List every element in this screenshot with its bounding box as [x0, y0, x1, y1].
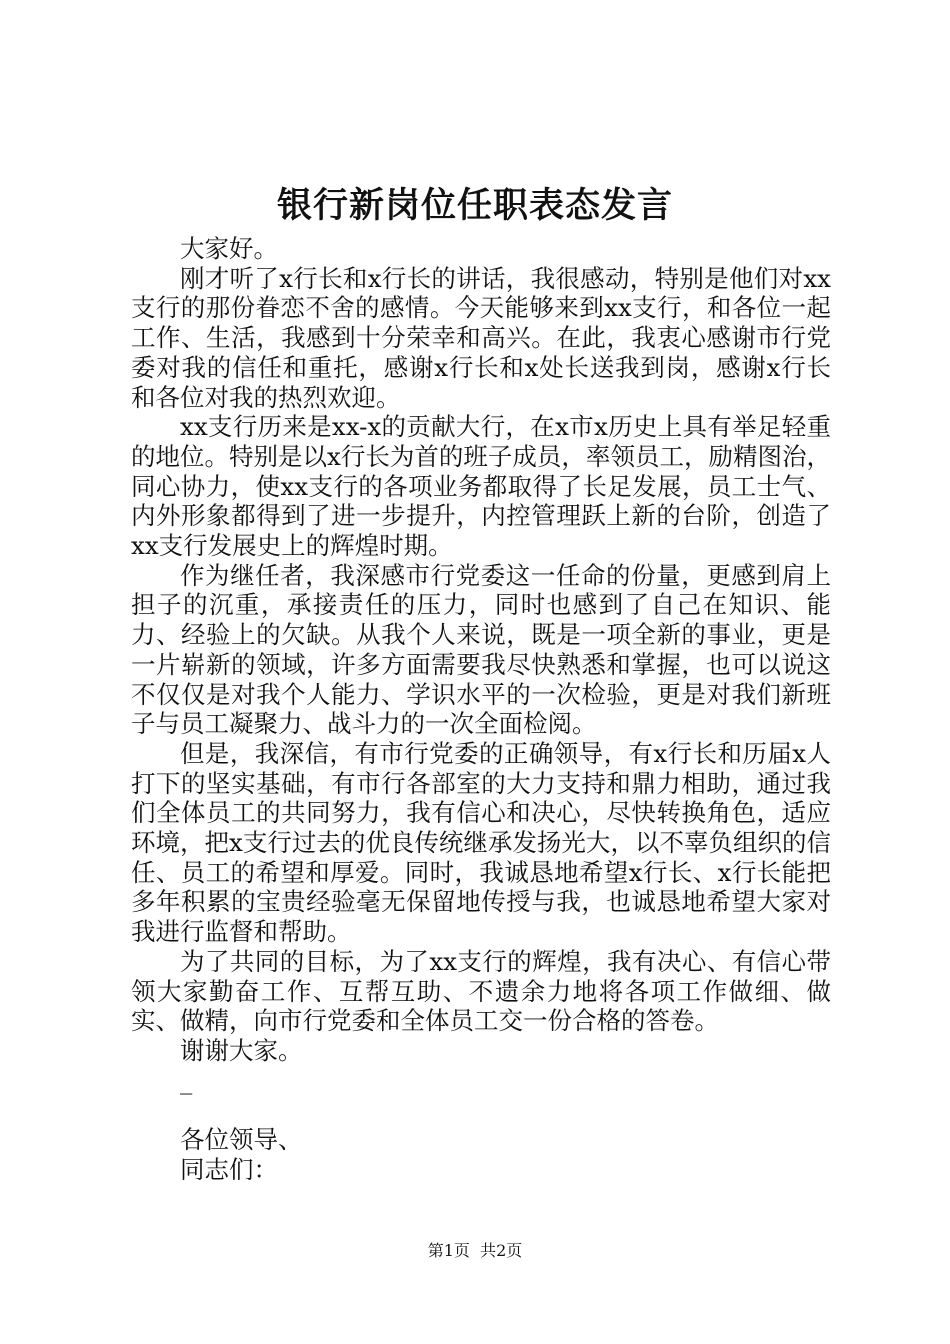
paragraph-1: 刚才听了x行长和x行长的讲话，我很感动，特别是他们对xx支行的那份眷恋不舍的感情。今天能够来到xx支行，和各位一起工作、生活，我感到十分荣幸和高兴。在此，我衷心感谢市行党委对我的信任和重托，感谢x行长和x处长送我到岗，感谢x行长和各位对我的热烈欢迎。: [131, 263, 831, 412]
paragraph-5: 为了共同的目标，为了xx支行的辉煌，我有决心、有信心带领大家勤奋工作、互帮互助、不遗余力地将各项工作做细、做实、做精，向市行党委和全体员工交一份合格的答卷。: [131, 946, 831, 1036]
document-body: [131, 234, 831, 1184]
page-total: 共2页: [480, 1241, 523, 1260]
closing-line: 谢谢大家。: [180, 1035, 303, 1065]
document-title: 银行新岗位任职表态发言: [276, 185, 673, 226]
salutation-comrades: 同志们：: [180, 1154, 278, 1184]
salutation-leaders: 各位领导、: [180, 1125, 303, 1155]
blank-line: [131, 1095, 831, 1125]
dash-line: _: [180, 1065, 193, 1095]
page-footer: [0, 1240, 950, 1262]
page-number: 第1页: [427, 1241, 470, 1260]
paragraph-2: xx支行历来是xx-x的贡献大行，在x市x历史上具有举足轻重的地位。特别是以x行长为首的班子成员，率领员工，励精图治，同心协力，使xx支行的各项业务都取得了长足发展，员工士气、内外形象都得到了进一步提升，内控管理跃上新的台阶，创造了xx支行发展史上的辉煌时期。: [131, 412, 831, 561]
greeting-line: 大家好。: [180, 234, 278, 263]
paragraph-3: 作为继任者，我深感市行党委这一任命的份量，更感到肩上担子的沉重，承接责任的压力，同时也感到了自己在知识、能力、经验上的欠缺。从我个人来说，既是一项全新的事业，更是一片崭新的领域，许多方面需要我尽快熟悉和掌握，也可以说这不仅仅是对我个人能力、学识水平的一次检验，更是对我们新班子与员工凝聚力、战斗力的一次全面检阅。: [131, 560, 831, 739]
paragraph-4: 但是，我深信，有市行党委的正确领导，有x行长和历届x人打下的坚实基础，有市行各部室的大力支持和鼎力相助，通过我们全体员工的共同努力，我有信心和决心，尽快转换角色，适应环境，把x支行过去的优良传统继承发扬光大，以不辜负组织的信任、员工的希望和厚爱。同时，我诚恳地希望x行长、x行长能把多年积累的宝贵经验毫无保留地传授与我，也诚恳地希望大家对我进行监督和帮助。: [131, 738, 831, 947]
